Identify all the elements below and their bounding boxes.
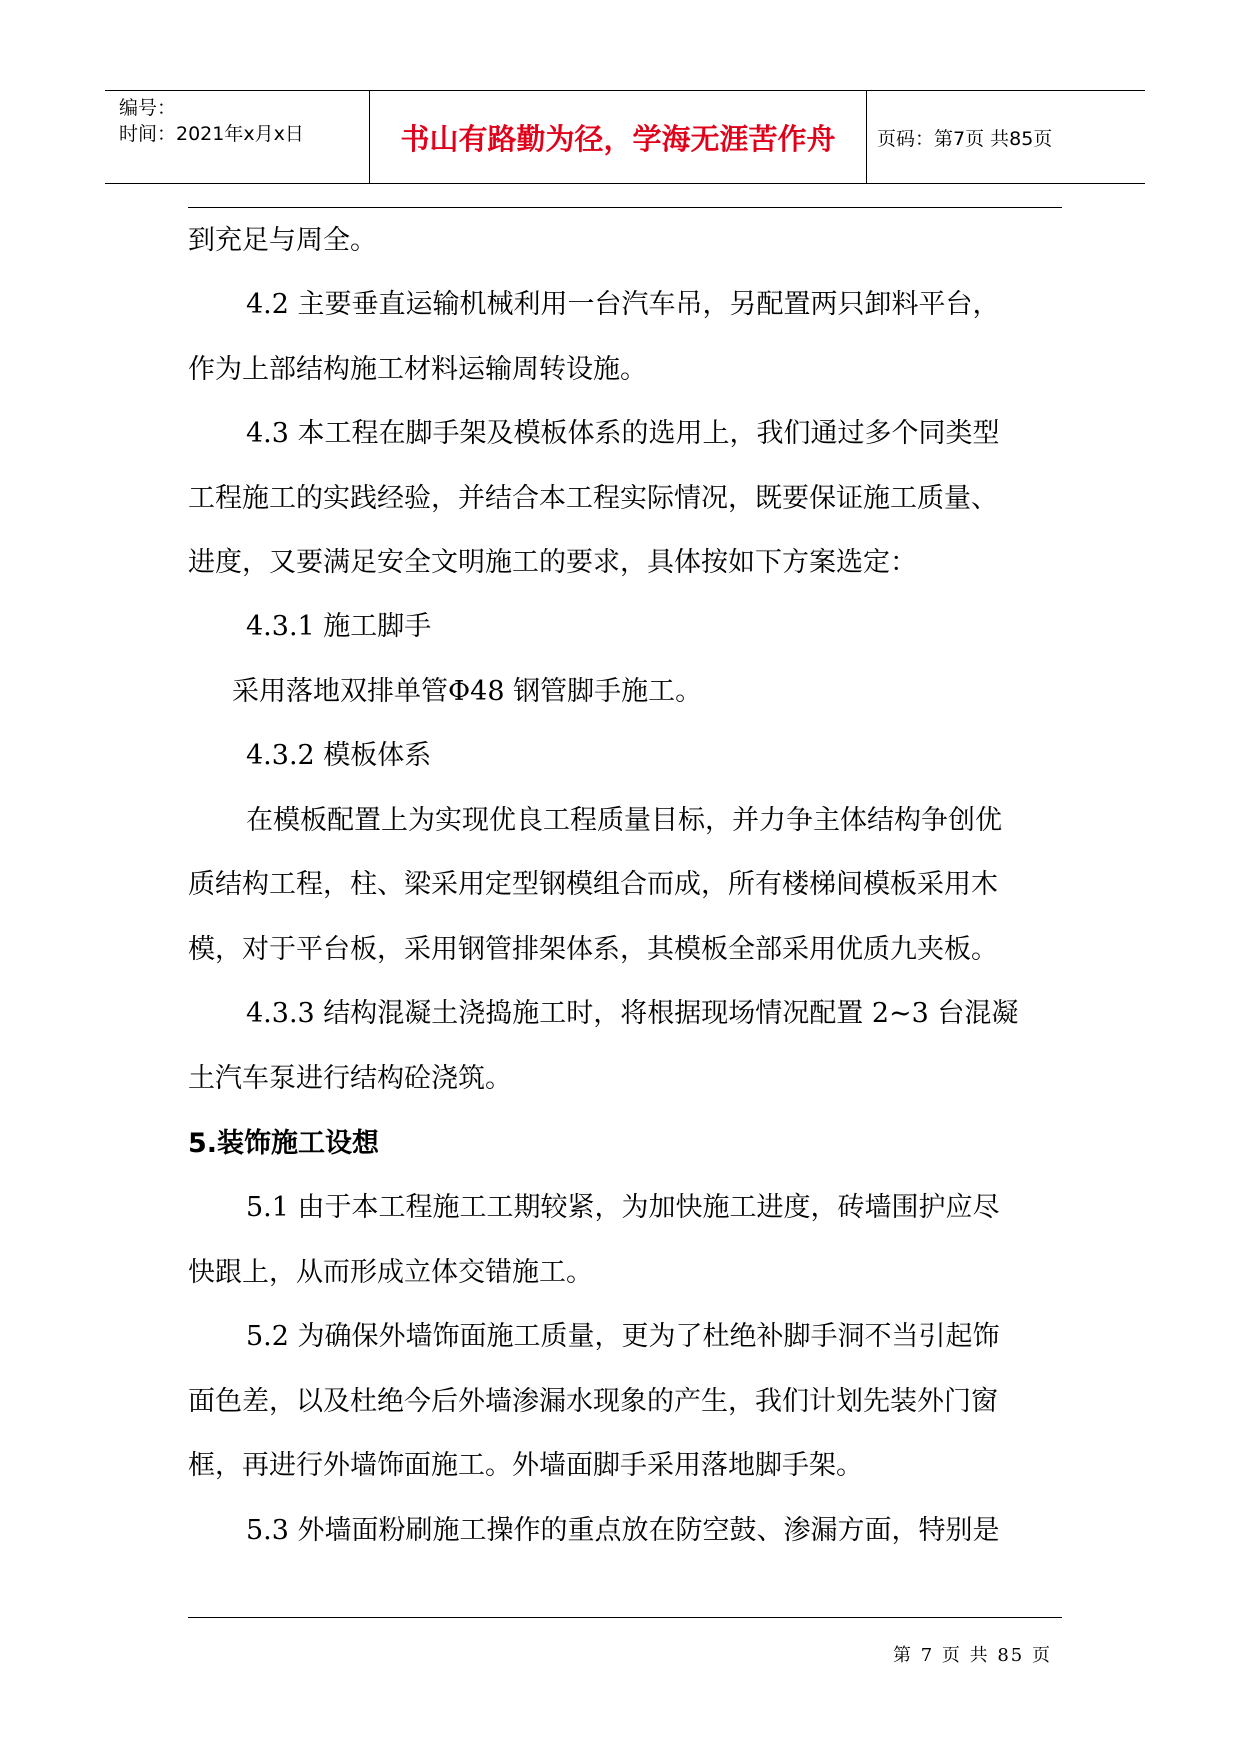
body-line: 4.3 本工程在脚手架及模板体系的选用上，我们通过多个同类型	[246, 418, 1000, 449]
document-time-label: 时间：2021年x月x日	[119, 123, 304, 145]
body-line: 在模板配置上为实现优良工程质量目标，并力争主体结构争创优	[246, 805, 1002, 836]
body-line: 质结构工程，柱、梁采用定型钢模组合而成，所有楼梯间模板采用木	[188, 869, 998, 900]
header-left-cell	[105, 91, 369, 183]
body-line: 5.2 为确保外墙饰面施工质量，更为了杜绝补脚手洞不当引起饰	[246, 1321, 1000, 1352]
body-line: 4.3.3 结构混凝土浇捣施工时，将根据现场情况配置 2~3 台混凝	[246, 998, 1019, 1029]
header-page-cell	[867, 91, 1155, 183]
body-line: 快跟上，从而形成立体交错施工。	[188, 1257, 593, 1288]
body-line: 4.2 主要垂直运输机械利用一台汽车吊，另配置两只卸料平台，	[246, 289, 1000, 320]
body-line: 5.3 外墙面粉刷施工操作的重点放在防空鼓、渗漏方面，特别是	[246, 1515, 1000, 1546]
body-line: 作为上部结构施工材料运输周转设施。	[188, 354, 647, 385]
top-divider	[188, 207, 1062, 208]
header-motto: 书山有路勤为径，学海无涯苦作舟	[400, 121, 836, 156]
body-line: 采用落地双排单管Φ48 钢管脚手施工。	[232, 676, 703, 707]
footer-page-number: 第 7 页 共 85 页	[893, 1645, 1052, 1666]
body-line: 面色差，以及杜绝今后外墙渗漏水现象的产生，我们计划先装外门窗	[188, 1386, 998, 1417]
bottom-divider	[188, 1617, 1062, 1618]
document-header	[105, 90, 1145, 184]
body-line: 框，再进行外墙饰面施工。外墙面脚手采用落地脚手架。	[188, 1450, 863, 1481]
header-page-info: 页码：第7页 共85页	[877, 127, 1053, 150]
body-line: 4.3.2 模板体系	[246, 740, 432, 771]
body-line: 5.1 由于本工程施工工期较紧，为加快施工进度，砖墙围护应尽	[246, 1192, 1000, 1223]
document-number-label: 编号：	[119, 97, 177, 119]
section-heading: 5.装饰施工设想	[188, 1128, 380, 1159]
header-motto-cell	[369, 91, 867, 183]
body-line: 进度，又要满足安全文明施工的要求，具体按如下方案选定：	[188, 547, 917, 578]
body-line: 土汽车泵进行结构砼浇筑。	[188, 1063, 512, 1094]
body-line: 4.3.1 施工脚手	[246, 611, 432, 642]
body-line: 模，对于平台板，采用钢管排架体系，其模板全部采用优质九夹板。	[188, 934, 998, 965]
body-line: 工程施工的实践经验，并结合本工程实际情况，既要保证施工质量、	[188, 483, 998, 514]
body-line: 到充足与周全。	[188, 225, 377, 256]
